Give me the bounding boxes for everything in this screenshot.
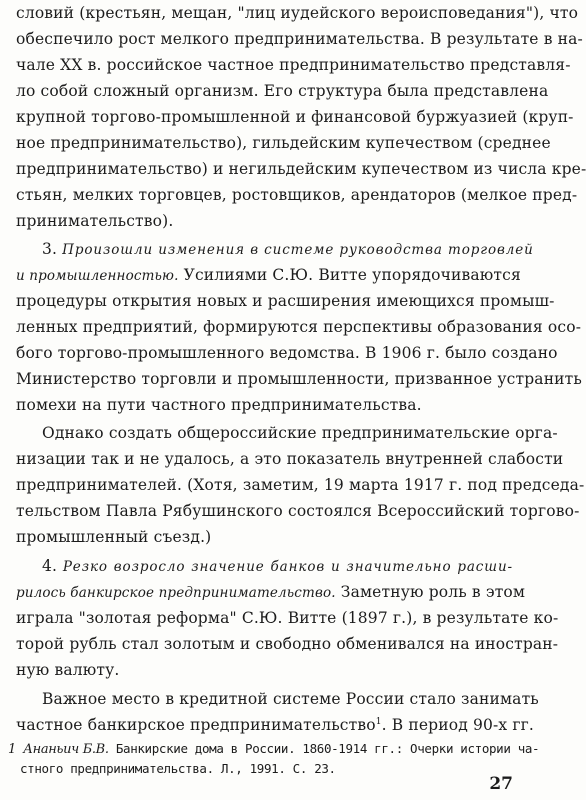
footnote-author: Ананьич Б.В. — [23, 742, 109, 757]
text-line: тельством Павла Рябушинского состоялся Всероссийский торгово- — [16, 502, 580, 520]
text-line — [16, 579, 526, 605]
footnote-line — [8, 738, 540, 760]
footnote-text: Банкирские дома в России. 1860-1914 гг.: Очерки истории ча- — [115, 741, 540, 756]
text-line: предпринимательство) и негильдейским купечеством из числа кре- — [16, 160, 586, 178]
text-line: ную валюту. — [16, 661, 120, 679]
text-line: промышленный съезд.) — [16, 528, 212, 546]
text-run: Усилиями С.Ю. Витте упорядочиваются — [183, 266, 521, 284]
page-number: 27 — [489, 774, 513, 794]
text-line: крупной торгово-промышленной и финансовой буржуазией (круп- — [16, 108, 574, 126]
text-line — [16, 712, 534, 738]
text-line: обеспечило рост мелкого предпринимательства. В результате в на- — [16, 30, 583, 48]
paragraph-3-heading-line — [42, 236, 534, 262]
text-line: стьян, мелких торговцев, ростовщиков, арендаторов (мелкое пред- — [16, 186, 578, 204]
footnote-mark: 1 — [8, 742, 16, 757]
text-line: помехи на пути частного предпринимательства. — [16, 396, 422, 414]
text-line: торой рубль стал золотым и свободно обменивался на иностран- — [16, 635, 559, 653]
text-run: Заметную роль в этом — [340, 583, 526, 601]
text-run: частное банкирское предпринимательство — [16, 716, 376, 734]
text-line: ное предпринимательство), гильдейским купечеством (среднее — [16, 134, 551, 152]
text-line: предпринимателей. (Хотя, заметим, 19 марта 1917 г. под председа- — [16, 476, 585, 494]
text-line: чале XX в. российское частное предпринимательство представля- — [16, 56, 571, 74]
text-line: бого торгово-промышленного ведомства. В 1906 г. было создано — [16, 344, 558, 362]
italic-lead: Произошли изменения в системе руководства торговлей — [62, 242, 534, 258]
text-line: низации так и не удалось, а это показатель внутренней слабости — [16, 450, 564, 468]
footnote-line: стного предпринимательства. Л., 1991. С. 23. — [20, 761, 336, 776]
text-line: играла "золотая реформа" С.Ю. Витте (1897 г.), в результате ко- — [16, 609, 559, 627]
paragraph-number: 4. — [42, 557, 58, 575]
text-line: ленных предприятий, формируются перспективы образования осо- — [16, 318, 582, 336]
paragraph-number: 3. — [42, 240, 58, 258]
text-line: Однако создать общероссийские предпринимательские орга- — [42, 424, 558, 442]
text-line: принимательство). — [16, 212, 174, 230]
italic-lead: и промышленностью. — [16, 268, 179, 284]
text-run: . В период 90-х гг. — [381, 716, 534, 734]
text-line: ло собой сложный организм. Его структура была представлена — [16, 82, 549, 100]
text-line: словий (крестьян, мещан, "лиц иудейского вероисповедания"), что — [16, 4, 579, 22]
italic-lead: Резко возросло значение банков и значительно расши- — [62, 559, 514, 575]
text-line: процедуры открытия новых и расширения имеющихся промыш- — [16, 292, 555, 310]
paragraph-4-heading-line — [42, 553, 513, 579]
text-line: Министерство торговли и промышленности, призванное устранить — [16, 370, 582, 388]
footnote-reference[interactable]: 1 — [375, 717, 382, 727]
text-line: Важное место в кредитной системе России стало занимать — [42, 690, 539, 708]
text-line — [16, 262, 521, 288]
italic-lead: рилось банкирское предпринимательство. — [16, 585, 336, 601]
